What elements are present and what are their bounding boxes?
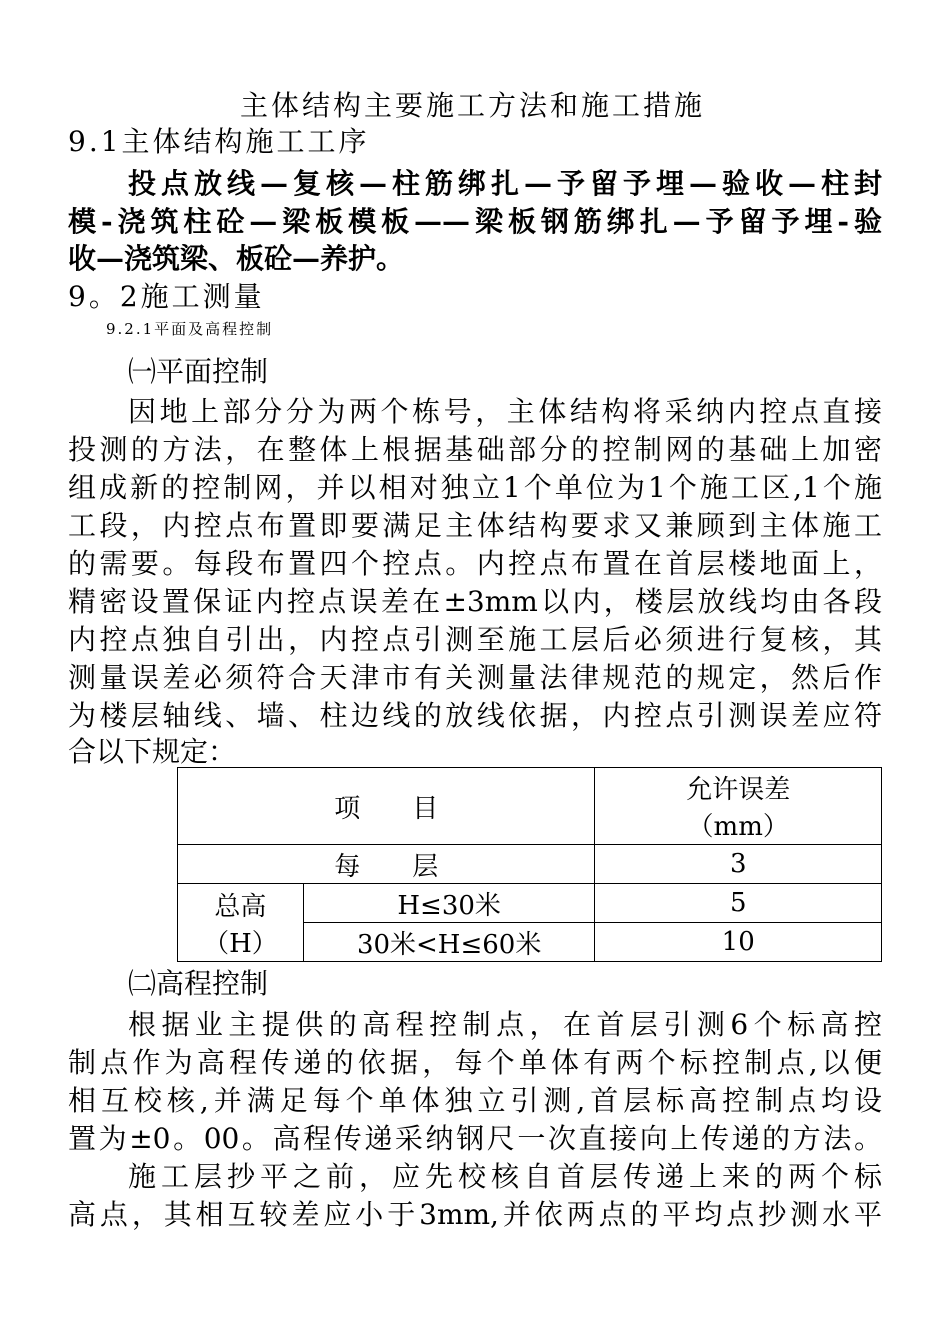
total-height-symbol: （H） xyxy=(203,928,278,959)
plane-paragraph-line-4: 工段，内控点布置即要满足主体结构要求又兼顾到主体施工 xyxy=(68,509,882,542)
plane-paragraph-line-3: 组成新的控制网，并以相对独立1个单位为1个施工区,1个施 xyxy=(68,471,882,504)
section-heading-9-1: 9.1主体结构施工工序 xyxy=(68,125,370,158)
row-floor-value: 3 xyxy=(595,845,882,884)
table-row xyxy=(178,884,882,923)
elevation-paragraph-line-1: 根据业主提供的高程控制点，在首层引测6个标高控 xyxy=(128,1008,882,1041)
process-line-3: 收—浇筑梁、板砼—养护。 xyxy=(68,242,405,275)
elevation-paragraph-line-5: 施工层抄平之前，应先校核自首层传递上来的两个标 xyxy=(128,1160,882,1193)
section-heading-9-2: 9。2施工测量 xyxy=(68,280,265,313)
elevation-paragraph-line-4: 置为±0。00。高程传递采纳钢尺一次直接向上传递的方法。 xyxy=(68,1122,882,1155)
plane-control-heading: ㈠平面控制 xyxy=(128,355,269,388)
plane-paragraph-line-5: 的需要。每段布置四个控点。内控点布置在首层楼地面上， xyxy=(68,547,882,580)
row-h30-value: 5 xyxy=(595,884,882,923)
table-row xyxy=(178,845,882,884)
row-h60-label: 30米<H≤60米 xyxy=(303,923,595,962)
table-header-row xyxy=(178,768,882,845)
total-height-cell xyxy=(178,884,304,962)
plane-paragraph-line-7: 内控点独自引出，内控点引测至施工层后必须进行复核，其 xyxy=(68,623,882,656)
elevation-paragraph-line-3: 相互校核,并满足每个单体独立引测,首层标高控制点均设 xyxy=(68,1084,882,1117)
subsection-heading-9-2-1: 9.2.1平面及高程控制 xyxy=(106,320,274,338)
row-h60-value: 10 xyxy=(595,923,882,962)
plane-paragraph-line-8: 测量误差必须符合天津市有关测量法律规范的规定，然后作 xyxy=(68,661,882,694)
total-height-label: 总高 xyxy=(214,891,267,922)
plane-paragraph-line-6: 精密设置保证内控点误差在±3mm以内，楼层放线均由各段 xyxy=(68,585,882,618)
process-line-1: 投点放线—复核—柱筋绑扎—予留予埋—验收—柱封 xyxy=(128,167,882,200)
header-tolerance-unit: （mm） xyxy=(687,812,789,842)
elevation-paragraph-line-6: 高点，其相互较差应小于3mm,并依两点的平均点抄测水平 xyxy=(68,1198,882,1231)
elevation-control-heading: ㈡高程控制 xyxy=(128,967,269,1000)
header-tolerance-label: 允许误差 xyxy=(686,775,791,805)
document-title: 主体结构主要施工方法和施工措施 xyxy=(240,89,706,122)
header-item-cell: 项 目 xyxy=(178,768,595,845)
elevation-paragraph-line-2: 制点作为高程传递的依据，每个单体有两个标控制点,以便 xyxy=(68,1046,882,1079)
plane-paragraph-line-9: 为楼层轴线、墙、柱边线的放线依据，内控点引测误差应符 xyxy=(68,699,882,732)
header-tolerance-cell xyxy=(595,768,882,845)
tolerance-table xyxy=(177,767,882,962)
plane-paragraph-line-10: 合以下规定： xyxy=(68,735,237,768)
plane-paragraph-line-2: 投测的方法，在整体上根据基础部分的控制网的基础上加密 xyxy=(68,433,882,466)
row-h30-label: H≤30米 xyxy=(303,884,595,923)
plane-paragraph-line-1: 因地上部分分为两个栋号，主体结构将采纳内控点直接 xyxy=(128,395,882,428)
process-line-2: 模-浇筑柱砼—梁板模板——梁板钢筋绑扎—予留予埋-验 xyxy=(68,205,882,238)
row-floor-label: 每 层 xyxy=(178,845,595,884)
